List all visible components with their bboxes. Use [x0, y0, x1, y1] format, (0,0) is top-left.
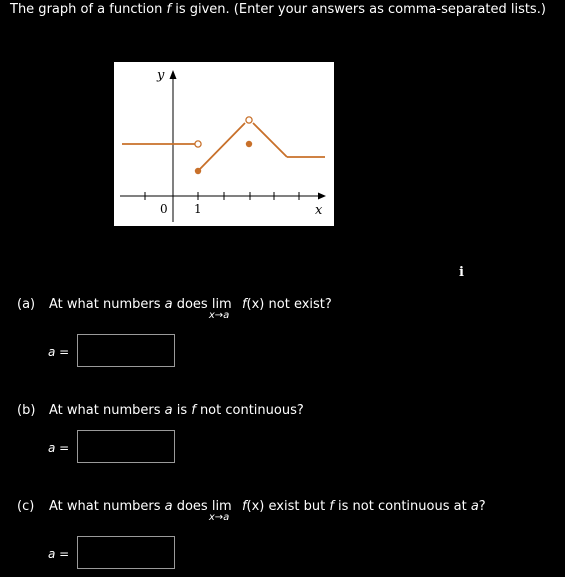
answer-b-input[interactable] — [77, 430, 175, 463]
answer-a-var: a — [48, 345, 56, 359]
question-c-text2: does — [172, 499, 212, 514]
function-graph — [114, 62, 334, 226]
intro-f: f — [166, 2, 172, 17]
lim-text: lim — [211, 499, 232, 514]
question-a-label: (a) — [17, 297, 36, 312]
question-c-f: f — [241, 499, 247, 514]
question-c-text4: is not continuous at — [333, 499, 471, 514]
question-b-label: (b) — [17, 403, 36, 418]
question-c — [17, 499, 486, 523]
curve-falling-segment — [253, 123, 287, 157]
question-a-text2: does — [172, 297, 212, 312]
graph-svg — [114, 62, 334, 226]
open-point-at-1 — [195, 141, 201, 147]
question-c-label: (c) — [17, 499, 35, 514]
curve-rising-segment — [198, 123, 245, 171]
question-a-text3: not exist? — [264, 297, 332, 312]
question-a — [17, 297, 332, 321]
question-b-text2: is — [172, 403, 192, 418]
lim-subscript: x→a — [208, 512, 230, 523]
question-c-var-a: a — [164, 499, 173, 514]
answer-c-var: a — [48, 547, 56, 561]
y-axis-arrow — [170, 70, 177, 79]
question-b-f: f — [191, 403, 196, 418]
open-point-at-peak — [246, 117, 252, 123]
filled-point-below-peak — [246, 141, 252, 147]
answer-c-equals: = — [55, 547, 70, 561]
answer-a-input[interactable] — [77, 334, 175, 367]
info-icon[interactable]: i — [459, 265, 464, 280]
answer-a-label — [48, 345, 69, 359]
question-c-f2: f — [329, 499, 334, 514]
intro-lead: The graph of a function — [10, 2, 167, 17]
limit-notation — [208, 499, 238, 523]
question-c-var-a2: a — [470, 499, 479, 514]
question-c-text3: exist but — [264, 499, 330, 514]
question-b — [17, 403, 304, 418]
answer-c-input[interactable] — [77, 536, 175, 569]
answer-c-label — [48, 547, 69, 561]
problem-statement — [10, 2, 546, 17]
question-a-paren: (x) — [246, 297, 265, 312]
answer-b-equals: = — [55, 441, 70, 455]
question-a-f: f — [241, 297, 247, 312]
question-a-text1: At what numbers — [49, 297, 165, 312]
x-axis-arrow — [318, 193, 326, 200]
question-b-text3: not continuous? — [195, 403, 304, 418]
intro-rest: is given. (Enter your answers as comma-separated lists.) — [171, 2, 546, 17]
limit-notation — [208, 297, 238, 321]
x-tick-label-1: 1 — [194, 202, 202, 216]
question-c-text5: ? — [478, 499, 486, 514]
question-a-var-a: a — [164, 297, 173, 312]
lim-text: lim — [211, 297, 232, 312]
lim-subscript: x→a — [208, 310, 230, 321]
x-tick-label-0: 0 — [160, 202, 168, 216]
question-c-text1: At what numbers — [49, 499, 165, 514]
question-c-paren: (x) — [246, 499, 265, 514]
question-b-text1: At what numbers — [49, 403, 165, 418]
answer-b-var: a — [48, 441, 56, 455]
x-axis-label: x — [315, 203, 323, 218]
answer-a-equals: = — [55, 345, 70, 359]
y-axis-label: y — [157, 68, 165, 83]
answer-b-label — [48, 441, 69, 455]
question-b-var-a: a — [164, 403, 173, 418]
